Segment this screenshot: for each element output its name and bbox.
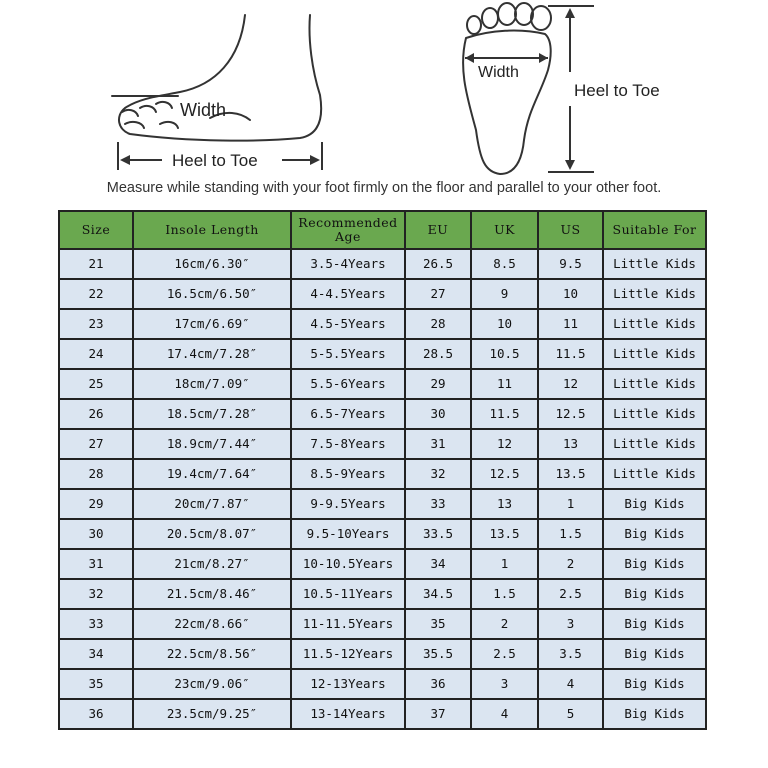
cell-us: 13 [538,429,603,459]
cell-us: 12 [538,369,603,399]
table-row [59,339,706,369]
table-row [59,639,706,669]
cell-size: 25 [59,369,133,399]
cell-eu: 35.5 [405,639,471,669]
header-eu: EU [405,211,471,249]
side-width-label: Width [180,100,227,120]
cell-uk: 12 [471,429,538,459]
measurement-instruction: Measure while standing with your foot firmly on the floor and parallel to your other foot. [106,180,662,196]
cell-us: 1.5 [538,519,603,549]
cell-recommended-age: 5.5-6Years [291,369,405,399]
cell-uk: 11.5 [471,399,538,429]
cell-us: 11 [538,309,603,339]
cell-us: 12.5 [538,399,603,429]
cell-eu: 33.5 [405,519,471,549]
cell-insole-length: 21cm/8.27″ [133,549,291,579]
cell-uk: 8.5 [471,249,538,279]
table-row [59,669,706,699]
cell-insole-length: 22cm/8.66″ [133,609,291,639]
header-us: US [538,211,603,249]
cell-insole-length: 18.5cm/7.28″ [133,399,291,429]
cell-suitable-for: Big Kids [603,639,706,669]
cell-insole-length: 18cm/7.09″ [133,369,291,399]
cell-insole-length: 21.5cm/8.46″ [133,579,291,609]
cell-suitable-for: Big Kids [603,669,706,699]
cell-insole-length: 19.4cm/7.64″ [133,459,291,489]
cell-us: 1 [538,489,603,519]
cell-recommended-age: 9.5-10Years [291,519,405,549]
cell-size: 22 [59,279,133,309]
cell-uk: 3 [471,669,538,699]
cell-suitable-for: Little Kids [603,399,706,429]
cell-recommended-age: 13-14Years [291,699,405,729]
cell-size: 29 [59,489,133,519]
cell-recommended-age: 10-10.5Years [291,549,405,579]
cell-eu: 34 [405,549,471,579]
cell-eu: 29 [405,369,471,399]
cell-us: 13.5 [538,459,603,489]
side-length-label: Heel to Toe [172,151,258,170]
cell-recommended-age: 9-9.5Years [291,489,405,519]
cell-insole-length: 16cm/6.30″ [133,249,291,279]
cell-insole-length: 17.4cm/7.28″ [133,339,291,369]
cell-uk: 9 [471,279,538,309]
cell-us: 3.5 [538,639,603,669]
sole-width-arrow [465,53,548,63]
cell-eu: 28.5 [405,339,471,369]
cell-us: 5 [538,699,603,729]
cell-suitable-for: Little Kids [603,279,706,309]
header-suitable-for: Suitable For [603,211,706,249]
header-uk: UK [471,211,538,249]
cell-eu: 26.5 [405,249,471,279]
table-row [59,609,706,639]
cell-size: 35 [59,669,133,699]
sole-length-label: Heel to Toe [574,81,660,100]
cell-us: 4 [538,669,603,699]
table-header-row [59,211,706,249]
cell-recommended-age: 11-11.5Years [291,609,405,639]
cell-suitable-for: Big Kids [603,609,706,639]
table-row [59,279,706,309]
cell-uk: 4 [471,699,538,729]
cell-recommended-age: 8.5-9Years [291,459,405,489]
cell-size: 27 [59,429,133,459]
cell-size: 33 [59,609,133,639]
cell-eu: 28 [405,309,471,339]
table-row [59,399,706,429]
cell-recommended-age: 7.5-8Years [291,429,405,459]
sole-width-label: Width [478,64,519,81]
cell-suitable-for: Big Kids [603,699,706,729]
cell-uk: 1 [471,549,538,579]
cell-size: 21 [59,249,133,279]
size-chart-table [58,210,707,730]
cell-insole-length: 23cm/9.06″ [133,669,291,699]
cell-us: 2.5 [538,579,603,609]
cell-insole-length: 16.5cm/6.50″ [133,279,291,309]
cell-recommended-age: 11.5-12Years [291,639,405,669]
table-row [59,579,706,609]
cell-eu: 34.5 [405,579,471,609]
table-row [59,249,706,279]
cell-us: 9.5 [538,249,603,279]
cell-eu: 30 [405,399,471,429]
cell-suitable-for: Little Kids [603,459,706,489]
cell-eu: 36 [405,669,471,699]
table-row [59,699,706,729]
cell-eu: 37 [405,699,471,729]
cell-size: 34 [59,639,133,669]
header-recommended-age: Recommended Age [291,211,405,249]
cell-size: 24 [59,339,133,369]
cell-uk: 13.5 [471,519,538,549]
cell-eu: 27 [405,279,471,309]
cell-insole-length: 17cm/6.69″ [133,309,291,339]
cell-insole-length: 20.5cm/8.07″ [133,519,291,549]
foot-measurement-diagram [0,0,768,205]
cell-size: 30 [59,519,133,549]
table-row [59,429,706,459]
cell-uk: 12.5 [471,459,538,489]
cell-uk: 13 [471,489,538,519]
cell-suitable-for: Big Kids [603,549,706,579]
cell-eu: 31 [405,429,471,459]
cell-recommended-age: 6.5-7Years [291,399,405,429]
cell-suitable-for: Big Kids [603,579,706,609]
table-row [59,489,706,519]
cell-uk: 1.5 [471,579,538,609]
cell-uk: 11 [471,369,538,399]
cell-us: 10 [538,279,603,309]
cell-recommended-age: 5-5.5Years [291,339,405,369]
cell-suitable-for: Little Kids [603,249,706,279]
cell-suitable-for: Little Kids [603,369,706,399]
table-row [59,459,706,489]
cell-recommended-age: 4.5-5Years [291,309,405,339]
cell-suitable-for: Little Kids [603,309,706,339]
cell-recommended-age: 12-13Years [291,669,405,699]
cell-size: 31 [59,549,133,579]
table-row [59,309,706,339]
cell-insole-length: 18.9cm/7.44″ [133,429,291,459]
cell-suitable-for: Big Kids [603,489,706,519]
cell-uk: 2 [471,609,538,639]
cell-insole-length: 23.5cm/9.25″ [133,699,291,729]
table-body [59,249,706,729]
cell-us: 3 [538,609,603,639]
cell-size: 26 [59,399,133,429]
cell-uk: 2.5 [471,639,538,669]
cell-recommended-age: 4-4.5Years [291,279,405,309]
cell-size: 36 [59,699,133,729]
cell-suitable-for: Little Kids [603,429,706,459]
header-insole-length: Insole Length [133,211,291,249]
cell-eu: 32 [405,459,471,489]
table-row [59,369,706,399]
cell-suitable-for: Little Kids [603,339,706,369]
cell-us: 11.5 [538,339,603,369]
cell-eu: 33 [405,489,471,519]
cell-size: 32 [59,579,133,609]
side-view-foot-illustration [112,15,321,141]
table-row [59,519,706,549]
table-row [59,549,706,579]
cell-eu: 35 [405,609,471,639]
cell-uk: 10.5 [471,339,538,369]
cell-suitable-for: Big Kids [603,519,706,549]
cell-recommended-age: 3.5-4Years [291,249,405,279]
cell-size: 28 [59,459,133,489]
header-size: Size [59,211,133,249]
cell-insole-length: 22.5cm/8.56″ [133,639,291,669]
sole-view-foot-illustration [463,3,551,174]
cell-uk: 10 [471,309,538,339]
cell-recommended-age: 10.5-11Years [291,579,405,609]
cell-us: 2 [538,549,603,579]
cell-size: 23 [59,309,133,339]
cell-insole-length: 20cm/7.87″ [133,489,291,519]
